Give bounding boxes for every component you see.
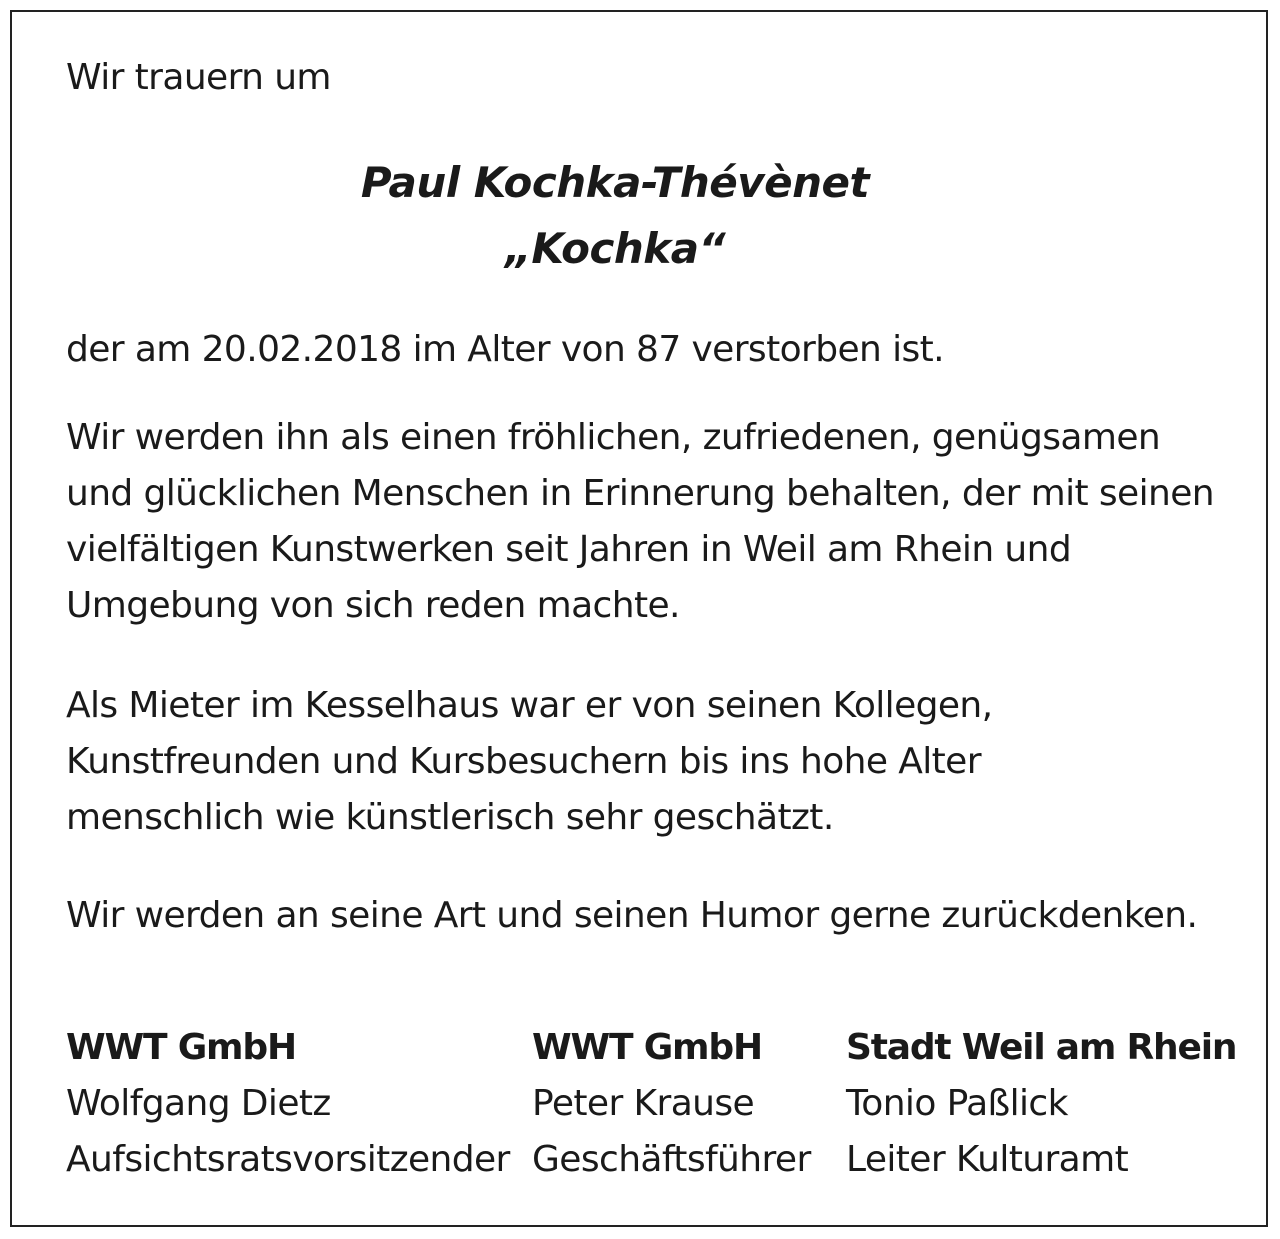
paragraph-line: und glücklichen Menschen in Erinnerung behalten, der mit seinen (66, 473, 1214, 514)
signatory-role: Leiter Kulturamt (846, 1139, 1129, 1180)
paragraph-closing (66, 888, 1197, 944)
paragraph-memory (66, 410, 1214, 634)
intro-text: Wir trauern um (66, 57, 331, 98)
signatory-person: Tonio Paßlick (846, 1083, 1068, 1124)
signatory-role: Geschäftsführer (532, 1139, 811, 1180)
paragraph-line: menschlich wie künstlerisch sehr geschätzt. (66, 797, 834, 838)
paragraph-line: Als Mieter im Kesselhaus war er von seinen Kollegen, (66, 685, 993, 726)
paragraph-line: Wir werden an seine Art und seinen Humor gerne zurückdenken. (66, 895, 1198, 936)
signatory-organization: WWT GmbH (532, 1027, 762, 1068)
signatory-person: Peter Krause (532, 1083, 755, 1124)
paragraph-line: Kunstfreunden und Kursbesuchern bis ins hohe Alter (66, 741, 981, 782)
deceased-nickname: „Kochka“ (504, 224, 726, 273)
deceased-name: Paul Kochka-Thévènet (360, 158, 870, 207)
signatory-role: Aufsichtsratsvorsitzender (66, 1139, 510, 1180)
signatory-organization: WWT GmbH (66, 1027, 296, 1068)
signatory-3 (846, 1020, 1236, 1188)
paragraph-line: Wir werden ihn als einen fröhlichen, zufriedenen, genügsamen (66, 417, 1161, 458)
death-line: der am 20.02.2018 im Alter von 87 verstorben ist. (66, 329, 945, 370)
paragraph-line: Umgebung von sich reden machte. (66, 585, 680, 626)
signatory-organization: Stadt Weil am Rhein (846, 1027, 1237, 1068)
paragraph-kesselhaus (66, 678, 993, 846)
signatory-person: Wolfgang Dietz (66, 1083, 331, 1124)
paragraph-line: vielfältigen Kunstwerken seit Jahren in Weil am Rhein und (66, 529, 1072, 570)
signatory-1 (66, 1020, 510, 1188)
signatory-2 (532, 1020, 811, 1188)
